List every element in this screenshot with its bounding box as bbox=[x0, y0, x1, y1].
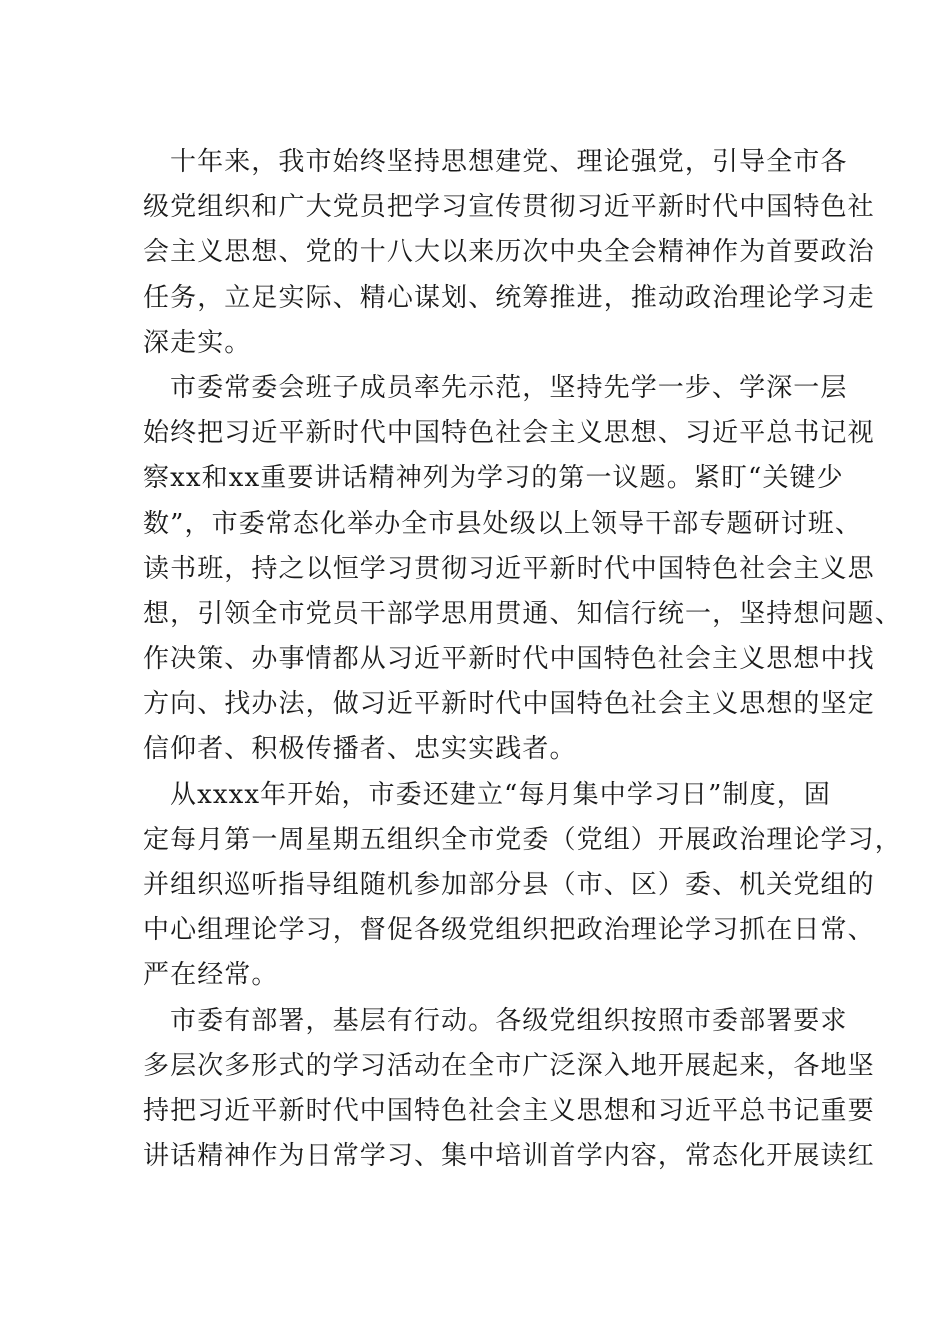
text-line: 中心组理论学习，督促各级党组织把政治理论学习抓在日常、 bbox=[143, 915, 875, 946]
text-line: 讲话精神作为日常学习、集中培训首学内容，常态化开展读红 bbox=[143, 1141, 875, 1172]
text-line: 始终把习近平新时代中国特色社会主义思想、习近平总书记视 bbox=[143, 418, 875, 449]
paragraph-1 bbox=[143, 140, 875, 366]
text-line: 十年来，我市始终坚持思想建党、理论强党，引导全市各 bbox=[170, 147, 848, 177]
text-line: 想，引领全市党员干部学思用贯通、知信行统一，坚持想问题、 bbox=[143, 598, 902, 629]
text-line: 市委有部署，基层有行动。各级党组织按照市委部署要求 bbox=[170, 1005, 848, 1036]
paragraph-4 bbox=[143, 999, 875, 1180]
text-line: 作决策、办事情都从习近平新时代中国特色社会主义思想中找 bbox=[143, 644, 875, 675]
text-line: 多层次多形式的学习活动在全市广泛深入地开展起来，各地坚 bbox=[143, 1050, 875, 1081]
text-line: 数”，市委常态化举办全市县处级以上领导干部专题研讨班、 bbox=[143, 508, 862, 539]
text-line: 察xx和xx重要讲话精神列为学习的第一议题。紧盯“关键少 bbox=[143, 463, 844, 494]
text-line: 定每月第一周星期五组织全市党委（党组）开展政治理论学习， bbox=[143, 824, 902, 855]
text-line: 级党组织和广大党员把学习宣传贯彻习近平新时代中国特色社 bbox=[143, 192, 875, 223]
text-line: 信仰者、积极传播者、忠实实践者。 bbox=[143, 734, 577, 765]
paragraph-2 bbox=[143, 366, 902, 773]
text-line: 市委常委会班子成员率先示范，坚持先学一步、学深一层 bbox=[170, 372, 848, 403]
paragraph-3 bbox=[143, 773, 902, 999]
text-line: 任务，立足实际、精心谋划、统筹推进，推动政治理论学习走 bbox=[143, 282, 875, 313]
document-body bbox=[143, 140, 902, 1179]
text-line: 从xxxx年开始，市委还建立“每月集中学习日”制度，固 bbox=[170, 779, 831, 810]
text-line: 并组织巡听指导组随机参加部分县（市、区）委、机关党组的 bbox=[143, 870, 875, 900]
text-line: 会主义思想、党的十八大以来历次中央全会精神作为首要政治 bbox=[143, 237, 875, 268]
text-line: 持把习近平新时代中国特色社会主义思想和习近平总书记重要 bbox=[143, 1095, 875, 1126]
text-line: 深走实。 bbox=[143, 327, 252, 358]
text-line: 严在经常。 bbox=[143, 960, 279, 991]
text-line: 读书班，持之以恒学习贯彻习近平新时代中国特色社会主义思 bbox=[143, 553, 875, 584]
text-line: 方向、找办法，做习近平新时代中国特色社会主义思想的坚定 bbox=[143, 689, 875, 720]
